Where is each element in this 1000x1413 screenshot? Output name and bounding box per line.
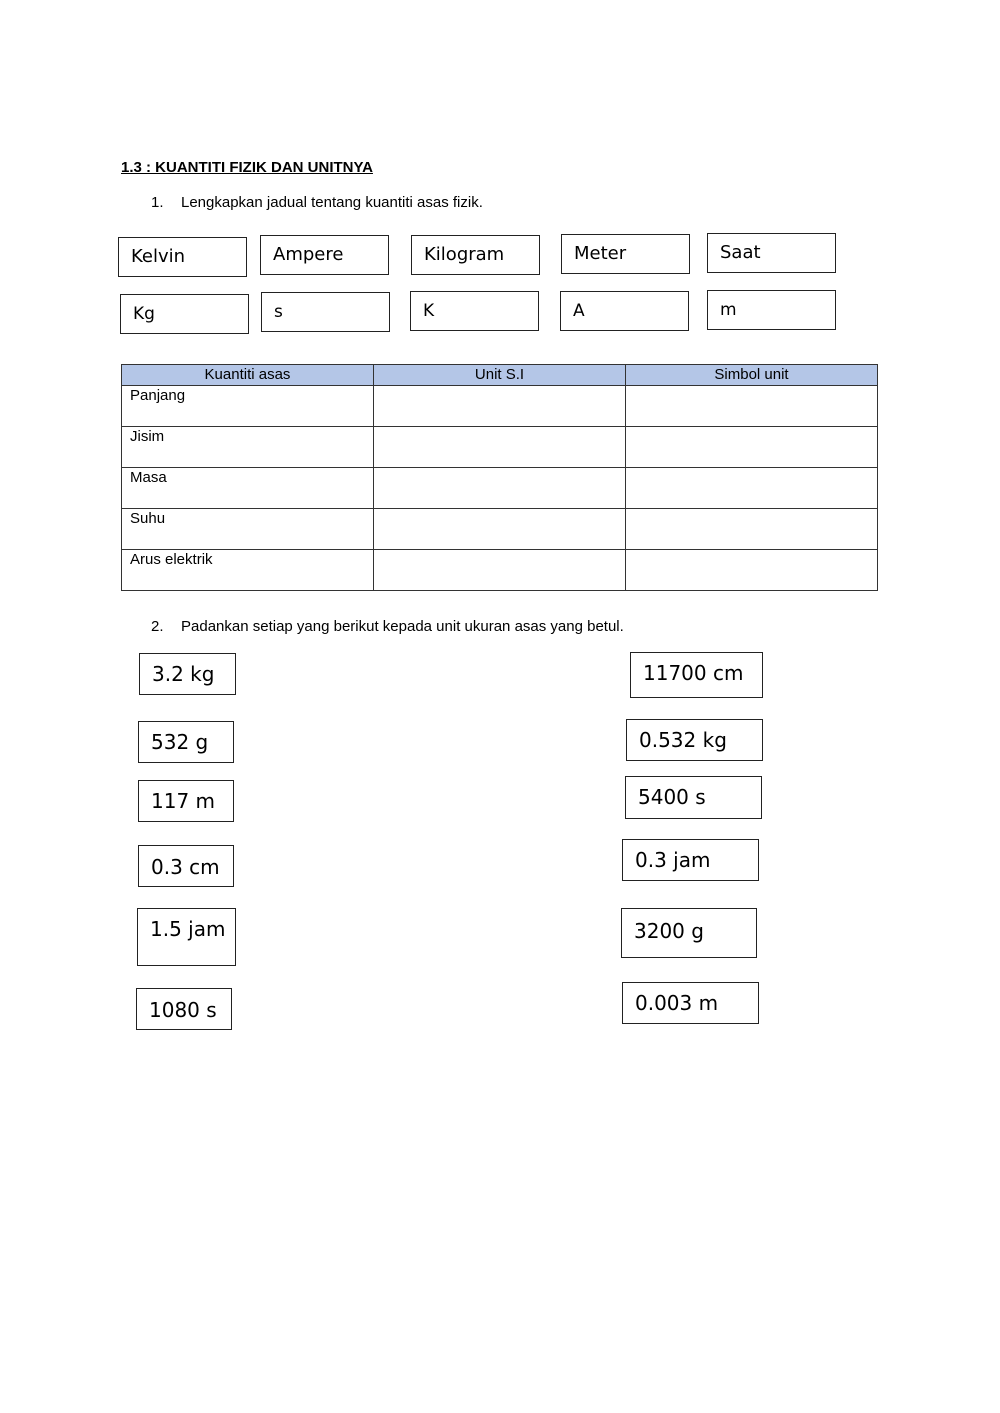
drag-card-m-symbol[interactable]: m bbox=[707, 290, 836, 330]
table-row bbox=[122, 386, 878, 427]
match-right-3200-g[interactable]: 3200 g bbox=[621, 908, 757, 958]
match-right-0-532-kg[interactable]: 0.532 kg bbox=[626, 719, 763, 761]
question-2-text: Padankan setiap yang berikut kepada unit ukuran asas yang betul. bbox=[181, 618, 624, 635]
table-row bbox=[122, 468, 878, 509]
drop-target-symbol-masa[interactable] bbox=[626, 468, 878, 509]
match-right-11700-cm[interactable]: 11700 cm bbox=[630, 652, 763, 698]
drag-card-ampere[interactable]: Ampere bbox=[260, 235, 389, 275]
drag-card-kilogram[interactable]: Kilogram bbox=[411, 235, 540, 275]
drag-card-a-symbol[interactable]: A bbox=[560, 291, 689, 331]
table-row bbox=[122, 509, 878, 550]
table-header-row bbox=[122, 365, 878, 386]
match-left-1-5-jam[interactable]: 1.5 jam bbox=[137, 908, 236, 966]
drag-card-meter[interactable]: Meter bbox=[561, 234, 690, 274]
drop-target-symbol-arus-elektrik[interactable] bbox=[626, 550, 878, 591]
drag-card-saat[interactable]: Saat bbox=[707, 233, 836, 273]
match-right-0-003-m[interactable]: 0.003 m bbox=[622, 982, 759, 1024]
match-left-117-m[interactable]: 117 m bbox=[138, 780, 234, 822]
row-label-jisim: Jisim bbox=[122, 427, 374, 468]
question-1 bbox=[151, 194, 483, 211]
match-right-5400-s[interactable]: 5400 s bbox=[625, 776, 762, 819]
row-label-masa: Masa bbox=[122, 468, 374, 509]
row-label-arus-elektrik: Arus elektrik bbox=[122, 550, 374, 591]
match-left-0-3-cm[interactable]: 0.3 cm bbox=[138, 845, 234, 887]
drag-card-s-symbol[interactable]: s bbox=[261, 292, 390, 332]
drop-target-unit-suhu[interactable] bbox=[374, 509, 626, 550]
drag-card-k-symbol[interactable]: K bbox=[410, 291, 539, 331]
drop-target-symbol-suhu[interactable] bbox=[626, 509, 878, 550]
match-left-1080-s[interactable]: 1080 s bbox=[136, 988, 232, 1030]
question-2 bbox=[151, 618, 624, 635]
header-simbol-unit: Simbol unit bbox=[626, 365, 878, 386]
question-1-number: 1. bbox=[151, 194, 164, 211]
match-left-532-g[interactable]: 532 g bbox=[138, 721, 234, 763]
quantity-table bbox=[121, 364, 878, 591]
row-label-panjang: Panjang bbox=[122, 386, 374, 427]
drag-card-kg-symbol[interactable]: Kg bbox=[120, 294, 249, 334]
header-kuantiti-asas: Kuantiti asas bbox=[122, 365, 374, 386]
drop-target-unit-arus-elektrik[interactable] bbox=[374, 550, 626, 591]
question-1-text: Lengkapkan jadual tentang kuantiti asas fizik. bbox=[181, 194, 483, 211]
header-unit-si: Unit S.I bbox=[374, 365, 626, 386]
question-2-number: 2. bbox=[151, 618, 164, 635]
table-row bbox=[122, 550, 878, 591]
match-right-0-3-jam[interactable]: 0.3 jam bbox=[622, 839, 759, 881]
drop-target-unit-masa[interactable] bbox=[374, 468, 626, 509]
page-title: 1.3 : KUANTITI FIZIK DAN UNITNYA bbox=[121, 159, 373, 176]
table-row bbox=[122, 427, 878, 468]
match-left-3-2-kg[interactable]: 3.2 kg bbox=[139, 653, 236, 695]
drop-target-symbol-panjang[interactable] bbox=[626, 386, 878, 427]
drop-target-unit-panjang[interactable] bbox=[374, 386, 626, 427]
drop-target-unit-jisim[interactable] bbox=[374, 427, 626, 468]
drop-target-symbol-jisim[interactable] bbox=[626, 427, 878, 468]
row-label-suhu: Suhu bbox=[122, 509, 374, 550]
drag-card-kelvin[interactable]: Kelvin bbox=[118, 237, 247, 277]
